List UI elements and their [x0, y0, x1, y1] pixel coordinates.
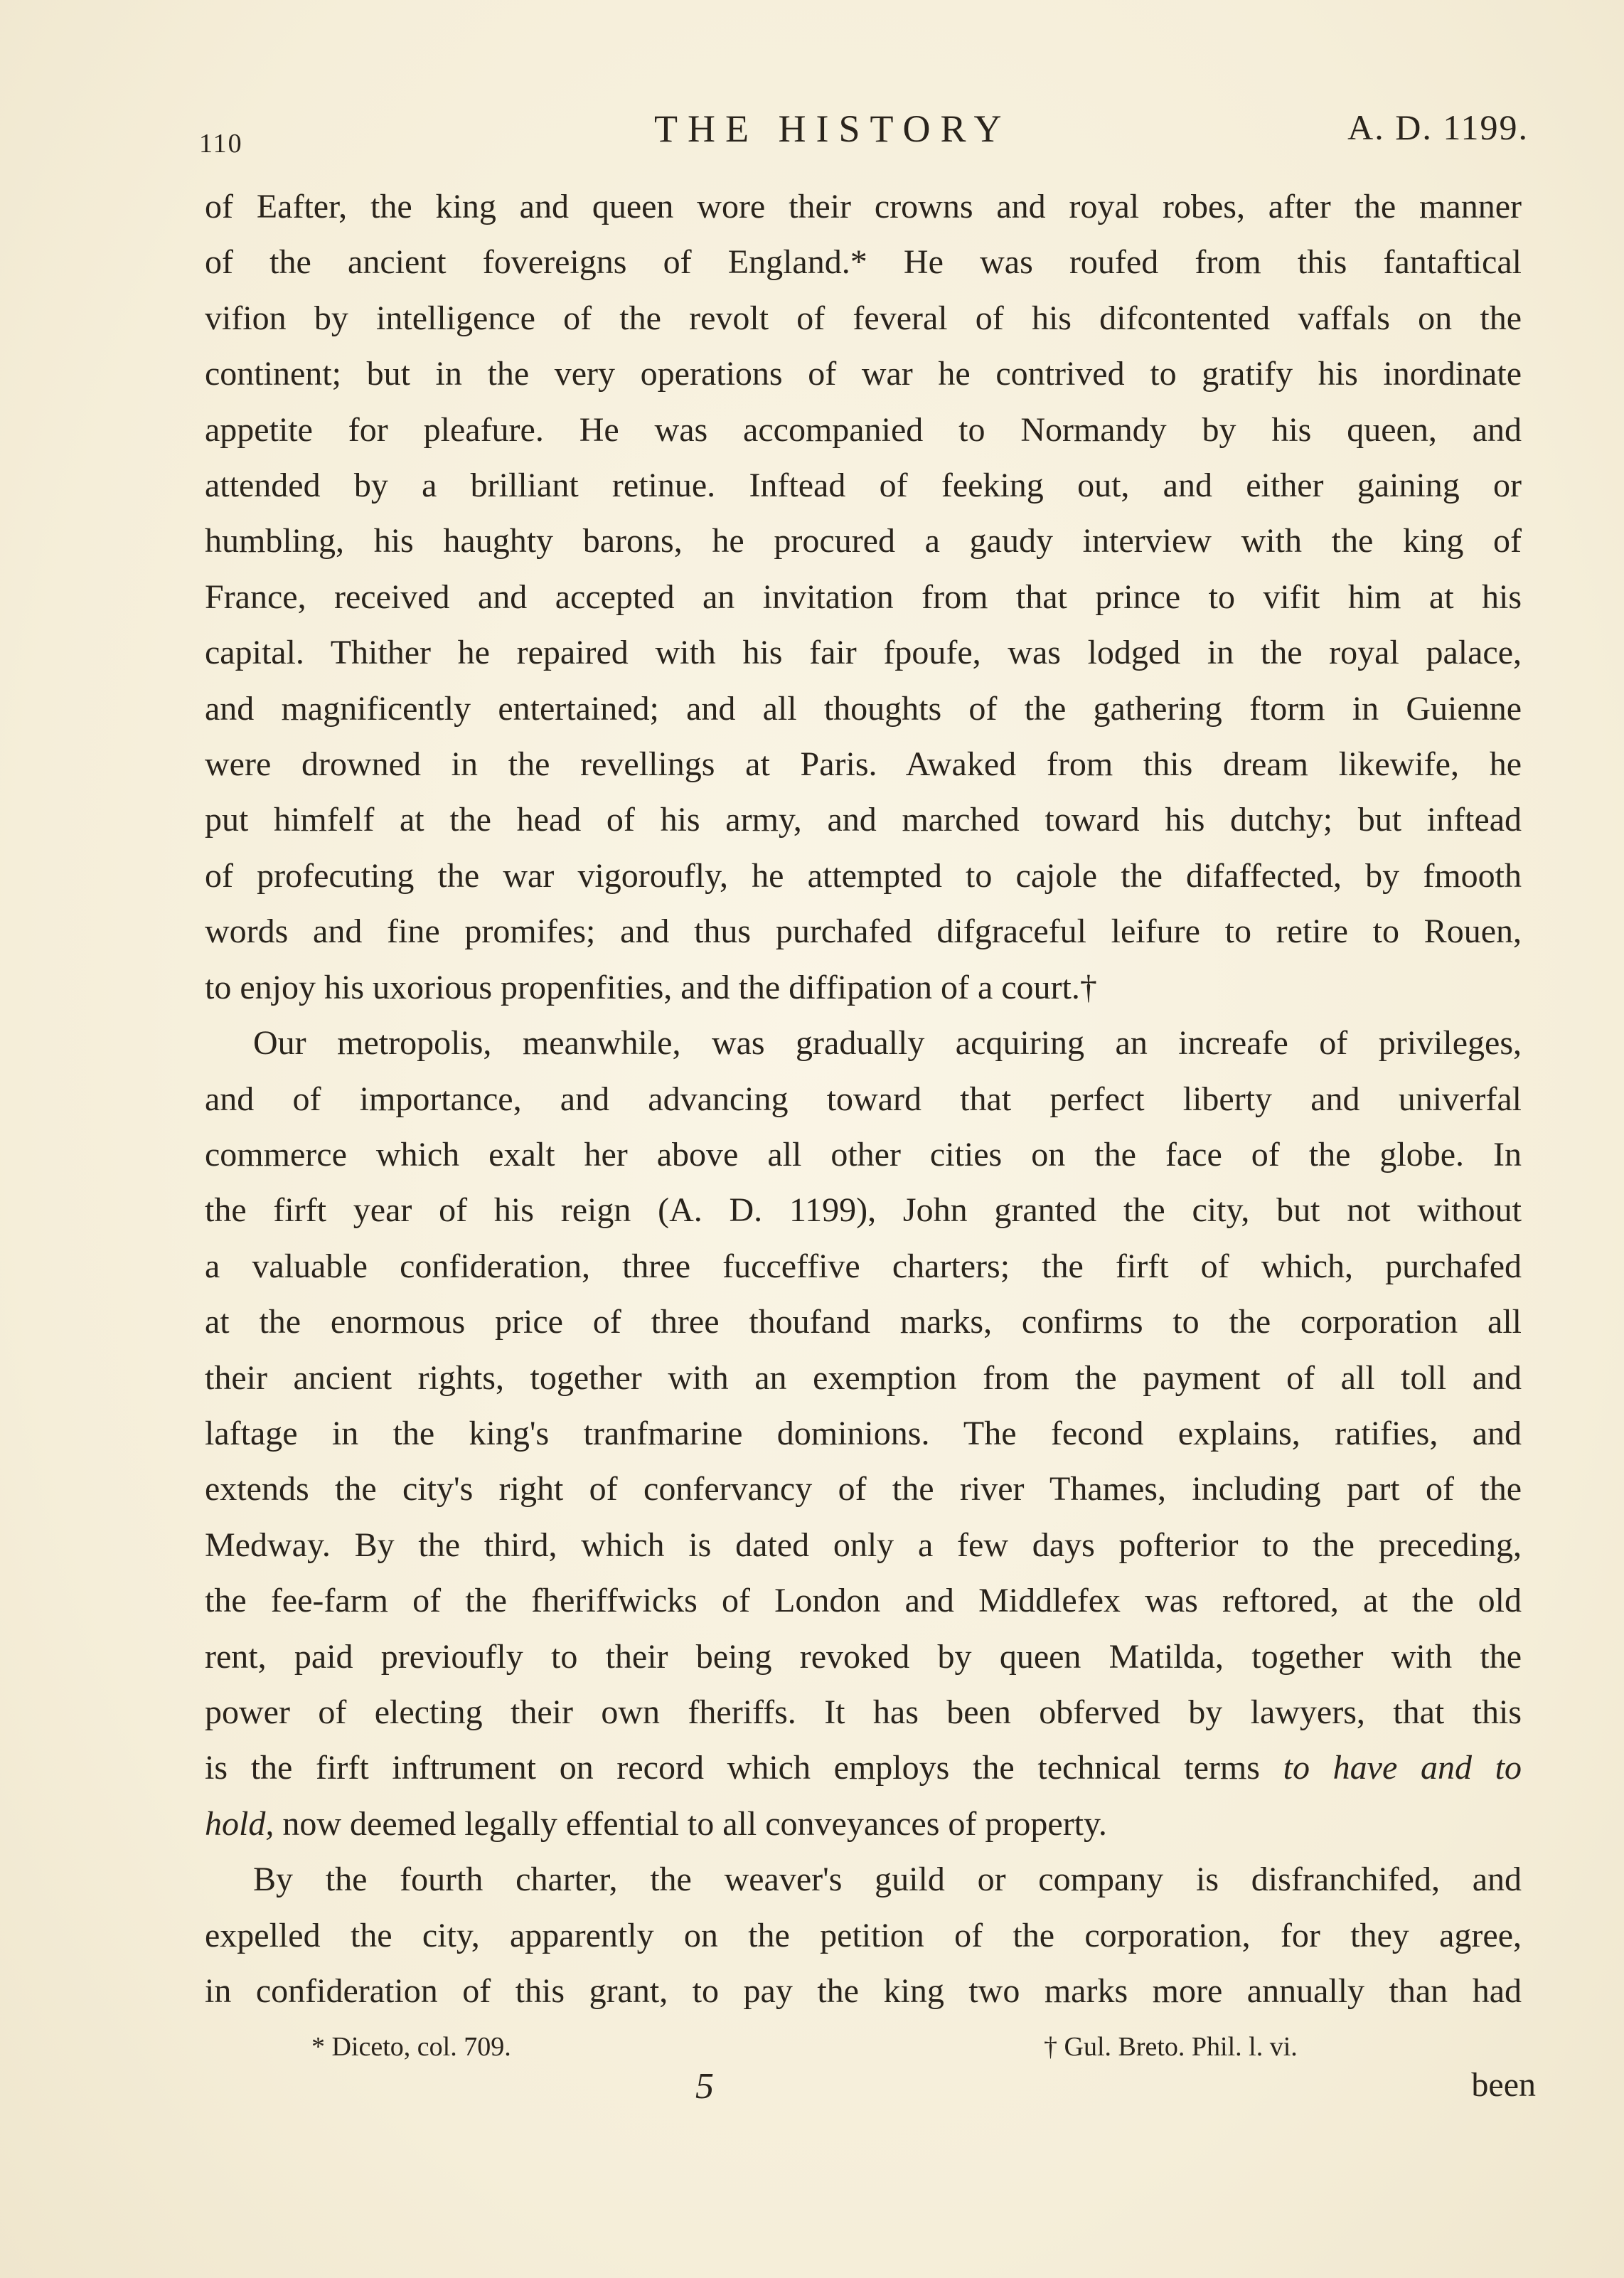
text-line: rent, paid previoufly to their being revoked by queen Matilda, together with the [205, 1637, 1522, 1676]
text-line: put himfelf at the head of his army, and marched toward his dutchy; but inftead [205, 801, 1522, 839]
text-segment: is the firft inftrument on record which employs the technical terms [205, 1749, 1260, 1787]
text-line: were drowned in the revellings at Paris. Awaked from this dream likewife, he [205, 745, 1522, 784]
text-line: attended by a brilliant retinue. Inftead of feeking out, and either gaining or [205, 467, 1522, 505]
running-date: A. D. 1199. [1347, 107, 1529, 147]
text-line: the fee-farm of the fheriffwicks of London and Middlefex was reftored, at the old [205, 1582, 1522, 1620]
body-text [205, 179, 1522, 2019]
paragraph-first-line: Our metropolis, meanwhile, was gradually acquiring an increafe of privileges, [253, 1024, 1522, 1063]
footnote-diceto: * Diceto, col. 709. [311, 2032, 511, 2062]
text-line: France, received and accepted an invitation from that prince to vifit him at his [205, 578, 1522, 616]
text-line: commerce which exalt her above all other cities on the face of the globe. In [205, 1135, 1522, 1173]
text-line: humbling, his haughty barons, he procured a gaudy interview with the king of [205, 522, 1522, 560]
footnote-breto: † Gul. Breto. Phil. l. vi. [1044, 2032, 1298, 2062]
text-line [205, 1797, 1522, 1852]
text-line: in confideration of this grant, to pay the king two marks more annually than had [205, 1972, 1522, 2010]
text-line: words and fine promifes; and thus purchafed difgraceful leifure to retire to Rouen, [205, 912, 1522, 951]
text-line: a valuable confideration, three fucceffive charters; the firft of which, purchafed [205, 1247, 1522, 1285]
text-line: extends the city's right of confervancy of the river Thames, including part of the [205, 1470, 1522, 1508]
text-line: of profecuting the war vigoroufly, he attempted to cajole the difaffected, by fmooth [205, 856, 1522, 895]
text-segment: now deemed legally effential to all conveyances of property. [274, 1804, 1107, 1843]
italic-phrase: to have and to [1283, 1749, 1522, 1787]
text-line: Medway. By the third, which is dated only a few days pofterior to the preceding, [205, 1526, 1522, 1564]
text-line: at the enormous price of three thoufand marks, confirms to the corporation all [205, 1303, 1522, 1341]
text-line: vifion by intelligence of the revolt of feveral of his difcontented vaffals on the [205, 299, 1522, 337]
page-header [199, 107, 1529, 164]
text-line: appetite for pleafure. He was accompanied to Normandy by his queen, and [205, 410, 1522, 449]
paragraph-first-line: By the fourth charter, the weaver's guild or company is disfranchifed, and [253, 1861, 1522, 1899]
signature-mark: 5 [695, 2066, 714, 2107]
text-line: laftage in the king's tranfmarine dominions. The fecond explains, ratifies, and [205, 1414, 1522, 1452]
text-line: of Eafter, the king and queen wore their crowns and royal robes, after the manner [205, 188, 1522, 225]
text-line [205, 1740, 1522, 1796]
text-line: continent; but in the very operations of war he contrived to gratify his inordinate [205, 355, 1522, 393]
text-line: and magnificently entertained; and all thoughts of the gathering ftorm in Guienne [205, 689, 1522, 728]
text-line: expelled the city, apparently on the petition of the corporation, for they agree, [205, 1916, 1522, 1954]
text-line: of the ancient fovereigns of England.* He was roufed from this fantaftical [205, 243, 1522, 282]
text-line: power of electing their own fheriffs. It has been obferved by lawyers, that this [205, 1693, 1522, 1731]
footnotes [205, 2031, 1522, 2074]
text-line: their ancient rights, together with an exemption from the payment of all toll and [205, 1358, 1522, 1397]
text-line: to enjoy his uxorious propenfities, and the diffipation of a court.† [205, 968, 1097, 1006]
text-line: the firft year of his reign (A. D. 1199), John granted the city, but not without [205, 1191, 1522, 1230]
page-number: 110 [199, 129, 243, 159]
text-line: capital. Thither he repaired with his fair fpoufe, was lodged in the royal palace, [205, 634, 1522, 672]
running-title: THE HISTORY [654, 107, 1012, 150]
italic-phrase: hold, [205, 1804, 274, 1843]
text-line: and of importance, and advancing toward that perfect liberty and univerfal [205, 1080, 1522, 1118]
catchword: been [1471, 2066, 1536, 2104]
